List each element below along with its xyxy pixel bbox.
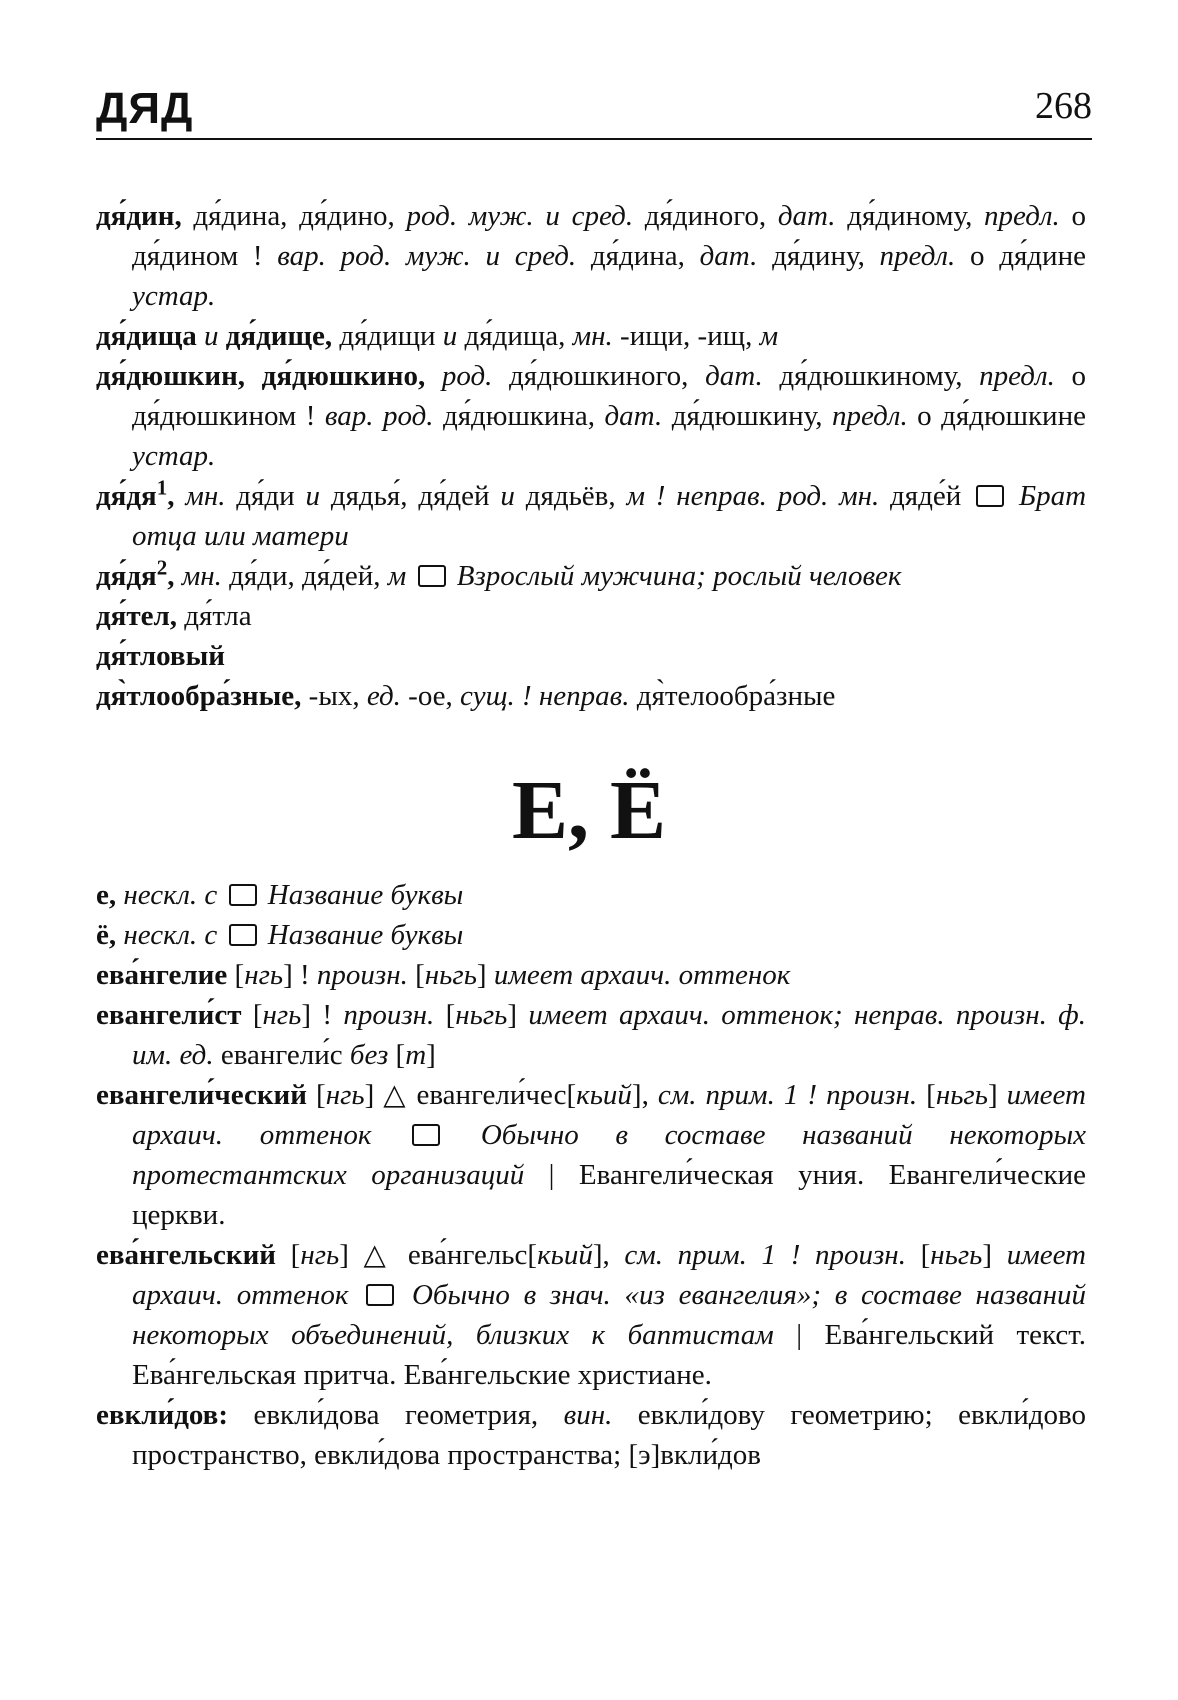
entry-text: дя́дину,: [757, 240, 880, 272]
entry-headword: ,: [167, 480, 186, 512]
entry-label: нгь: [262, 999, 302, 1031]
entry-headword: ,: [167, 560, 182, 592]
entry-text: ] !: [283, 959, 317, 991]
entry-text: [398, 1279, 412, 1311]
entry-label: Брат отца или матери: [132, 480, 1087, 552]
dictionary-entry: [96, 1075, 1086, 1235]
entry-text: дя̀телообра́зные: [629, 680, 836, 712]
entry-label: Обычно в знач. «из евангелия»; в составе названий некоторых объединений, близких к баптистам: [132, 1279, 1087, 1351]
entry-headword: дя́тловый: [96, 640, 225, 672]
entry-text: [: [434, 999, 456, 1031]
entry-text: дя́ди, дя́дей,: [221, 560, 388, 592]
dictionary-entry: [96, 316, 1086, 356]
entry-label: Название буквы: [267, 919, 464, 951]
entry-text: ],: [631, 1079, 658, 1111]
entry-label: предл.: [879, 240, 956, 272]
homonym-index: 1: [156, 475, 168, 500]
entry-headword: е,: [96, 879, 117, 911]
entry-headword: дя́дища: [96, 320, 197, 352]
entry-label: вар. род. муж. и сред.: [277, 240, 577, 272]
definition-box-icon: [229, 884, 257, 906]
entry-text: дя́дюшкиному,: [762, 360, 980, 392]
dictionary-entry: [96, 196, 1086, 316]
entry-label: и: [305, 480, 320, 512]
entry-text: [217, 919, 224, 951]
entry-text: дя́дина, дя́дино,: [181, 200, 407, 232]
entry-label: кьий: [576, 1079, 632, 1111]
entry-text: о дя́дюшкином !: [132, 360, 1086, 432]
dictionary-entry: [96, 556, 1086, 596]
entry-label: м: [759, 320, 779, 352]
dictionary-entry: [96, 596, 1086, 636]
entry-headword: дя́дище,: [225, 320, 333, 352]
entry-label: нескл. с: [123, 879, 218, 911]
entry-headword: ева́нгелие: [96, 959, 228, 991]
entry-text: [: [241, 999, 263, 1031]
entry-headword: евкли́дов:: [96, 1399, 228, 1431]
entry-headword: ева́нгельский: [96, 1239, 277, 1271]
entry-text: евкли́дову геометрию; евкли́дово пространство, евкли́дова пространства; [э]вкли́дов: [132, 1399, 1086, 1471]
entry-label: ньгь: [935, 1079, 988, 1111]
entry-text: -ых,: [301, 680, 367, 712]
entry-label: см. прим. 1 ! произн.: [657, 1079, 918, 1111]
entry-label: Название буквы: [267, 879, 464, 911]
entry-headword: евангели́ческий: [96, 1079, 307, 1111]
dictionary-entry: [96, 955, 1086, 995]
dictionary-entry: [96, 476, 1086, 556]
entry-label: ед.: [366, 680, 401, 712]
entry-label: вин.: [563, 1399, 613, 1431]
entry-text: [261, 919, 268, 951]
page-header: [96, 76, 1092, 140]
entry-label: род. муж. и сред.: [406, 200, 634, 232]
entry-label: род.: [441, 360, 493, 392]
entry-text: [348, 1279, 362, 1311]
page-number: 268: [1035, 85, 1092, 127]
entry-label: нгь: [244, 959, 284, 991]
section-letter-heading: Е, Ё: [511, 764, 667, 857]
entry-label: см. прим. 1 ! произн.: [624, 1239, 906, 1271]
entry-text: ] △ евангели́чес[: [364, 1079, 577, 1111]
homonym-index: 2: [156, 555, 168, 580]
entry-label: имеет архаич. оттенок: [132, 1239, 1086, 1311]
entry-text: евкли́дова геометрия,: [228, 1399, 564, 1431]
entries-after-section: [96, 875, 1086, 1475]
entry-label: имеет архаич. оттенок; неправ. произн. ф. им. ед.: [132, 999, 1086, 1071]
entry-label: ньгь: [424, 959, 477, 991]
entry-label: Обычно в составе названий некоторых протестантских организаций: [132, 1119, 1087, 1191]
dictionary-entry: [96, 875, 1086, 915]
entry-headword: дя́дин,: [96, 200, 182, 232]
entry-text: -ищи, -ищ,: [612, 320, 760, 352]
entry-text: о дя́дюшкине: [907, 400, 1086, 432]
dictionary-entry: [96, 676, 1086, 716]
entry-text: [217, 879, 224, 911]
entry-text: дя́дища,: [457, 320, 573, 352]
entry-text: [261, 879, 268, 911]
entry-label: предл.: [984, 200, 1060, 232]
entry-headword: евангели́ст: [96, 999, 242, 1031]
entry-text: ]: [476, 959, 494, 991]
entry-label: сущ. ! неправ.: [460, 680, 630, 712]
entry-text: дя́ди: [225, 480, 306, 512]
entry-headword: дя́дюшкин, дя́дюшкино,: [96, 360, 426, 392]
definition-box-icon: [366, 1284, 394, 1306]
dictionary-entry: [96, 1395, 1086, 1475]
entry-label: нгь: [300, 1239, 340, 1271]
entry-label: нескл. с: [123, 919, 218, 951]
entry-label: устар.: [132, 440, 216, 472]
entry-label: вар. род.: [324, 400, 434, 432]
definition-box-icon: [412, 1124, 440, 1146]
entry-text: [: [905, 1239, 931, 1271]
entry-text: ] △ ева́нгельс[: [339, 1239, 538, 1271]
entry-label: предл.: [979, 360, 1055, 392]
entry-label: дат.: [705, 360, 763, 392]
entry-text: [425, 360, 442, 392]
definition-box-icon: [418, 565, 446, 587]
entry-headword: ё,: [96, 919, 117, 951]
entry-text: дядьёв,: [514, 480, 627, 512]
entry-text: [: [917, 1079, 936, 1111]
entry-text: ]: [987, 1079, 1007, 1111]
entry-text: ],: [592, 1239, 625, 1271]
entry-label: кьий: [537, 1239, 593, 1271]
entry-label: мн.: [185, 480, 226, 512]
entry-label: имеет архаич. оттенок: [132, 1079, 1086, 1151]
entry-label: произн.: [316, 959, 408, 991]
entry-label: и: [500, 480, 515, 512]
entry-label: ньгь: [455, 999, 508, 1031]
entry-label: произн.: [343, 999, 435, 1031]
entry-headword: дя́тел,: [96, 600, 177, 632]
entry-label: Взрослый мужчина; рослый человек: [456, 560, 902, 592]
running-headword: ДЯД: [96, 84, 194, 133]
entry-text: -ое,: [400, 680, 461, 712]
dictionary-entry: [96, 915, 1086, 955]
entry-text: [: [276, 1239, 301, 1271]
entry-text: ]: [982, 1239, 1007, 1271]
dictionary-entry: [96, 995, 1086, 1075]
entry-text: дя́дюшкиного,: [492, 360, 706, 392]
entry-text: дядья́, дя́дей: [320, 480, 501, 512]
entry-text: [: [306, 1079, 326, 1111]
entry-text: дя́дюшкина,: [433, 400, 605, 432]
entry-text: [444, 1119, 481, 1151]
entry-text: [371, 1119, 408, 1151]
entry-label: и: [196, 320, 226, 352]
entry-text: дя́диному,: [835, 200, 985, 232]
dictionary-entry: [96, 1235, 1086, 1395]
entry-text: [450, 560, 457, 592]
entry-label: м ! неправ. род. мн.: [626, 480, 880, 512]
dictionary-entry: [96, 356, 1086, 476]
entry-label: ньгь: [930, 1239, 983, 1271]
entry-text: ]: [507, 999, 529, 1031]
entry-text: ] !: [301, 999, 344, 1031]
entry-label: дат.: [777, 200, 836, 232]
entry-label: дат.: [699, 240, 758, 272]
entry-label: мн.: [181, 560, 222, 592]
entry-text: дя́дюшкину,: [662, 400, 832, 432]
entries-before-section: [96, 196, 1086, 716]
dictionary-entry: [96, 636, 1086, 676]
definition-box-icon: [229, 924, 257, 946]
entry-text: о дя́дином !: [132, 200, 1086, 272]
entry-label: мн.: [572, 320, 613, 352]
entry-label: нгь: [325, 1079, 365, 1111]
entry-text: [: [407, 959, 425, 991]
entry-text: евангели́с: [213, 1039, 350, 1071]
entry-text: дя́дищи: [332, 320, 443, 352]
entry-text: дя́тла: [177, 600, 252, 632]
entry-text: о дя́дине: [955, 240, 1086, 272]
entry-label: дат.: [604, 400, 663, 432]
entry-label: предл.: [831, 400, 908, 432]
entry-text: [: [388, 1039, 406, 1071]
entry-label: устар.: [132, 280, 216, 312]
entry-text: дя́диного,: [633, 200, 778, 232]
entry-headword: дя́дя: [96, 560, 157, 592]
entry-text: | Евангели́ческая уния. Евангели́ческие церкви.: [132, 1159, 1086, 1231]
entry-text: [: [227, 959, 245, 991]
entry-label: т: [405, 1039, 427, 1071]
entry-headword: дя́дя: [96, 480, 157, 512]
entry-text: дя́дина,: [576, 240, 700, 272]
entry-text: [1008, 480, 1019, 512]
entry-label: м: [387, 560, 407, 592]
definition-box-icon: [976, 485, 1004, 507]
entry-text: ]: [426, 1039, 436, 1071]
entry-label: и: [442, 320, 458, 352]
entry-text: | Ева́нгельский текст. Ева́нгельская притча. Ева́нгельские христиане.: [132, 1319, 1086, 1391]
entry-label: имеет архаич. оттенок: [493, 959, 791, 991]
entry-text: [406, 560, 413, 592]
entry-label: без: [349, 1039, 389, 1071]
entry-headword: дя̀тлообра́зные,: [96, 680, 302, 712]
entry-text: дяде́й: [879, 480, 973, 512]
